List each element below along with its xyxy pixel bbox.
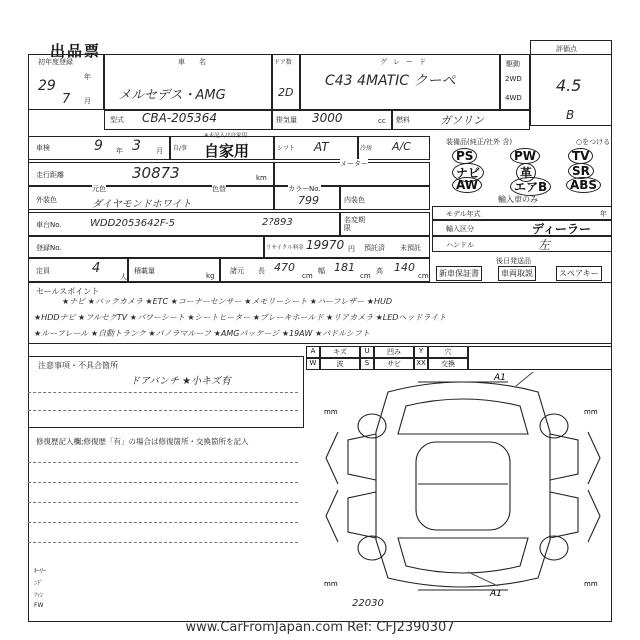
svg-text:mm: mm (324, 408, 338, 416)
later-item-manual: 車両取説 (498, 266, 536, 281)
recycle-unpaid: 未預託 (400, 244, 421, 252)
color-code-label: カラーNo. (288, 185, 321, 193)
repair-line (28, 522, 298, 523)
displacement-value: 3000 (312, 111, 343, 125)
repair-line (28, 502, 298, 503)
later-item-spare-key: スペアキー (556, 266, 602, 281)
grade-label: グレード (380, 58, 432, 66)
left-small-2: ﾆﾄﾞ (34, 580, 44, 587)
left-small-3: ﾌｧﾝ (34, 592, 44, 599)
equipment-tv: TV (568, 148, 593, 164)
inspection-year: 9 (94, 138, 103, 154)
mileage-value: 30873 (132, 164, 180, 182)
later-items-label: 後日発送品 (496, 257, 531, 265)
notes-text: ドアパンチ ★小キズ有 (130, 376, 231, 387)
load-unit: kg (206, 272, 215, 280)
chassis-tail: 2?893 (262, 217, 293, 228)
shift-value: AT (314, 140, 329, 154)
equipment-navi: ナビ (452, 163, 484, 182)
color-change-label: 色替 (212, 185, 226, 193)
length-label: 長 (258, 267, 265, 275)
handle-label: ハンドル (446, 241, 474, 249)
first-reg-label: 初年度登録 (38, 58, 73, 66)
score-label: 評価点 (556, 45, 577, 53)
car-name: メルセデス・AMG (118, 88, 226, 103)
inspection-label: 車検 (36, 144, 50, 152)
length-unit: cm (302, 272, 313, 280)
int-color-label: 内装色 (344, 196, 365, 204)
inspection-month-unit: 月 (156, 147, 163, 155)
model-code-label: 型式 (110, 116, 124, 124)
svg-text:mm: mm (324, 580, 338, 588)
drive-label: 駆動 (506, 60, 520, 68)
left-small-1: ｷｰﾜｰ (34, 568, 47, 575)
usage-value: 自家用 (204, 142, 250, 160)
repair-line (28, 482, 298, 483)
repair-history-label: 修復歴記入欄;修復歴「有」の場合は修復箇所・交換箇所を記入 (36, 437, 249, 446)
car-name-label: 車名 (178, 58, 220, 66)
grade-value: C43 4MATIC クーペ (325, 73, 456, 89)
chassis-value: WDD2053642F-5 (90, 218, 175, 229)
svg-text:A1: A1 (490, 589, 502, 599)
recycle-unit: 円 (348, 245, 355, 253)
recycle-paid: 預託済 (364, 244, 385, 252)
fuel-label: 燃料 (396, 116, 410, 124)
equipment-airbag: エアB (510, 177, 551, 196)
svg-text:A1: A1 (494, 373, 506, 383)
equipment-sr: SR (568, 163, 594, 179)
drive-2wd: 2WD (505, 75, 522, 83)
recycle-value: 19970 (306, 238, 345, 252)
height-label: 高 (376, 267, 383, 275)
model-year-unit: 年 (600, 210, 607, 218)
ext-color-label: 外装色 (36, 196, 57, 204)
meter-label: メーター (340, 160, 368, 168)
ac-label: 冷房 (360, 145, 373, 152)
model-year-label: モデル年式 (446, 210, 481, 218)
length-value: 470 (274, 261, 295, 274)
sales-line-2: ★HDDナビ ★フルセグTV ★パワーシート ★シートヒーター ★ブレーキホールド ★リアカメラ ★LEDヘッドライト (34, 313, 447, 322)
svg-text:mm: mm (584, 580, 598, 588)
sales-line-3: ★ルーフレール ★自動トランク ★パノラマルーフ ★AMGパッケージ ★19AW ★パドルシフト (34, 329, 370, 338)
notes-line (28, 410, 298, 411)
page-title: 出品票 (50, 42, 102, 60)
svg-text:mm: mm (584, 408, 598, 416)
left-small-4: FW (34, 602, 44, 609)
displacement-unit: cc (378, 117, 386, 125)
import-type-value: ディーラー (532, 222, 592, 236)
first-reg-year-unit: 年 (84, 73, 91, 81)
ext-color-value: ダイヤモンドホワイト (92, 199, 192, 210)
height-unit: cm (418, 272, 429, 280)
later-item-warranty: 新車保証書 (436, 266, 482, 281)
model-code: CBA-205364 (142, 111, 217, 125)
load-label: 積載量 (134, 267, 155, 275)
first-reg-month-unit: 月 (84, 97, 91, 105)
color-code-value: 799 (298, 194, 319, 207)
capacity-label: 定員 (36, 267, 50, 275)
equipment-title: 装備品(純正/社外 含) (446, 138, 513, 146)
repair-line (28, 542, 298, 543)
first-reg-month: 7 (62, 92, 71, 107)
score-value: 4.5 (556, 76, 582, 95)
capacity-unit: 人 (120, 273, 127, 281)
displacement-label: 排気量 (276, 116, 297, 124)
inspection-month: 3 (132, 138, 141, 154)
bottom-number: 22030 (352, 598, 384, 609)
registration-cell (28, 236, 264, 258)
chassis-label: 車台No. (36, 221, 62, 229)
dims-label: 諸元 (230, 267, 244, 275)
usage-label: 自/事 (173, 145, 188, 152)
orig-color-label: 元色 (92, 185, 106, 193)
shift-label: シフト (277, 145, 296, 152)
notes-label: 注意事項・不具合箇所 (38, 361, 118, 370)
watermark: www.CarFromJapan.com Ref: CFJ2390307 (185, 620, 455, 635)
handle-value: 左 (538, 238, 551, 252)
equipment-aw: AW (452, 177, 482, 193)
sales-line-1: ★ナビ ★バックカメラ ★ETC ★コーナーセンサー ★メモリーシート ★ハーフレザー ★HUD (62, 297, 392, 306)
repair-line (28, 462, 298, 463)
height-value: 140 (394, 261, 415, 274)
recycle-label: リサイクル料金 (266, 245, 304, 251)
chassis-cell (28, 212, 340, 236)
mileage-unit: km (256, 174, 267, 182)
width-unit: cm (360, 272, 371, 280)
mileage-label: 走行距離 (36, 171, 64, 179)
equipment-pw: PW (510, 148, 540, 164)
equipment-abs: ABS (566, 177, 601, 193)
registration-label: 登録No. (36, 244, 62, 252)
equipment-ps: PS (452, 148, 477, 164)
import-only-label: 輸入車のみ (498, 195, 538, 204)
import-type-label: 輸入区分 (446, 225, 474, 233)
ac-value: A/C (392, 140, 411, 153)
drive-4wd: 4WD (505, 94, 522, 102)
capacity-value: 4 (92, 261, 101, 276)
notes-line (28, 392, 298, 393)
sales-points-label: セールスポイント (36, 287, 100, 296)
width-label: 幅 (318, 267, 325, 275)
inspection-year-unit: 年 (116, 147, 123, 155)
equipment-leather: 革 (516, 163, 536, 182)
fuel-value: ガソリン (440, 114, 484, 127)
usage-note: ※未記入は自家用 (204, 133, 248, 139)
interior-score: B (566, 108, 575, 122)
width-value: 181 (334, 261, 355, 274)
doors-label: ドア数 (274, 59, 292, 66)
car-damage-diagram (318, 372, 608, 602)
first-reg-year: 29 (38, 78, 56, 94)
equipment-hint: ○をつける (576, 138, 611, 146)
owner-change-label: 名変期限 (344, 216, 365, 232)
doors-value: 2D (278, 86, 294, 99)
